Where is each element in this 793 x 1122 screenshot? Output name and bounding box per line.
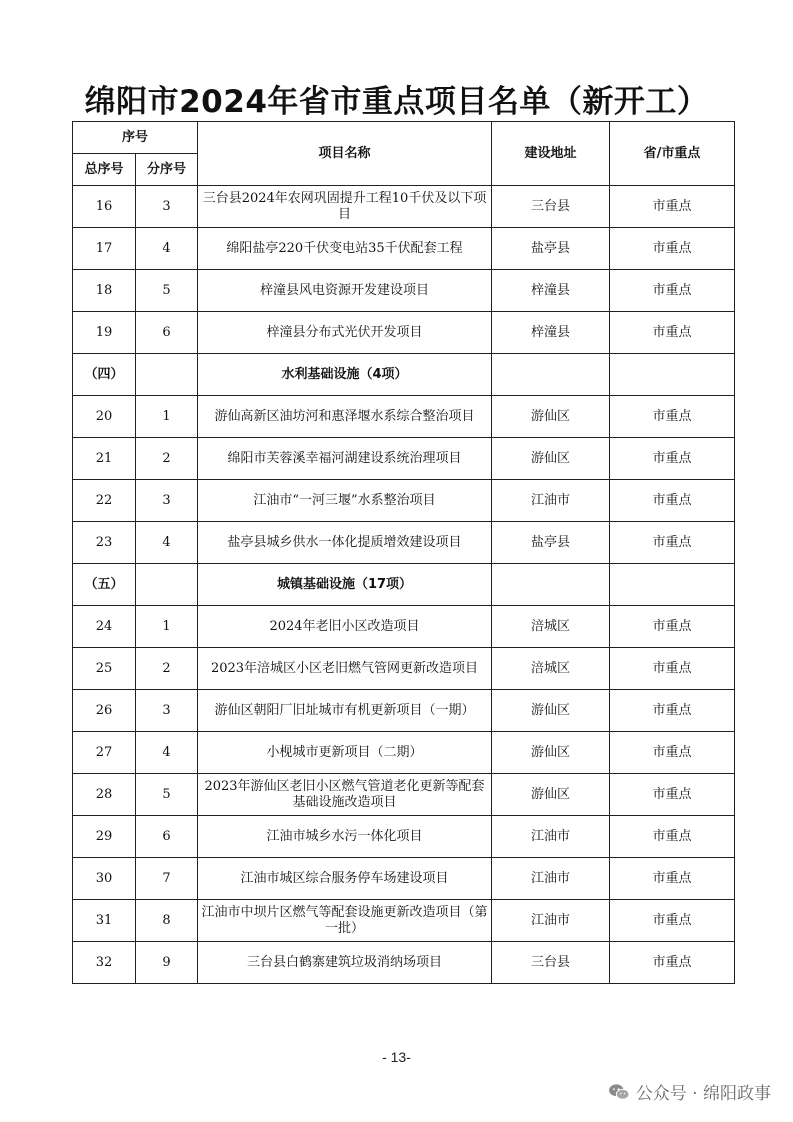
- cell-total-seq: 30: [73, 858, 136, 900]
- cell-sub-seq: 3: [136, 690, 198, 732]
- cell-total-seq: 17: [73, 228, 136, 270]
- cell-location: 三台县: [492, 186, 610, 228]
- cell-project-name: 水利基础设施（4项）: [198, 354, 492, 396]
- cell-sub-seq: 5: [136, 774, 198, 816]
- cell-level: 市重点: [610, 522, 735, 564]
- cell-total-seq: 19: [73, 312, 136, 354]
- cell-level: 市重点: [610, 732, 735, 774]
- cell-level: 市重点: [610, 438, 735, 480]
- cell-sub-seq: 4: [136, 522, 198, 564]
- cell-level: 市重点: [610, 396, 735, 438]
- cell-sub-seq: 1: [136, 396, 198, 438]
- cell-location: 梓潼县: [492, 270, 610, 312]
- table-row: [73, 858, 735, 900]
- cell-location: 涪城区: [492, 648, 610, 690]
- table-row: [73, 270, 735, 312]
- cell-sub-seq: 3: [136, 186, 198, 228]
- section-row: [73, 564, 735, 606]
- document-title: 绵阳市2024年省市重点项目名单（新开工）: [84, 84, 709, 120]
- table-row: [73, 606, 735, 648]
- section-row: [73, 354, 735, 396]
- header-level: 省/市重点: [610, 122, 735, 186]
- table-row: [73, 186, 735, 228]
- cell-project-name: 绵阳盐亭220千伏变电站35千伏配套工程: [198, 228, 492, 270]
- cell-project-name: 江油市“一河三堰”水系整治项目: [198, 480, 492, 522]
- cell-sub-seq: 1: [136, 606, 198, 648]
- cell-total-seq: 26: [73, 690, 136, 732]
- cell-total-seq: 18: [73, 270, 136, 312]
- cell-sub-seq: 8: [136, 900, 198, 942]
- cell-location: 江油市: [492, 858, 610, 900]
- cell-sub-seq: [136, 354, 198, 396]
- cell-sub-seq: [136, 564, 198, 606]
- cell-level: 市重点: [610, 900, 735, 942]
- table-row: [73, 438, 735, 480]
- cell-level: [610, 564, 735, 606]
- cell-sub-seq: 6: [136, 312, 198, 354]
- cell-sub-seq: 4: [136, 732, 198, 774]
- table-row: [73, 228, 735, 270]
- cell-project-name: 盐亭县城乡供水一体化提质增效建设项目: [198, 522, 492, 564]
- table-row: [73, 732, 735, 774]
- table-row: [73, 690, 735, 732]
- cell-sub-seq: 3: [136, 480, 198, 522]
- cell-level: 市重点: [610, 606, 735, 648]
- cell-project-name: 三台县2024年农网巩固提升工程10千伏及以下项目: [198, 186, 492, 228]
- cell-sub-seq: 7: [136, 858, 198, 900]
- cell-project-name: 绵阳市芙蓉溪幸福河湖建设系统治理项目: [198, 438, 492, 480]
- cell-location: 江油市: [492, 900, 610, 942]
- cell-total-seq: 27: [73, 732, 136, 774]
- cell-level: 市重点: [610, 228, 735, 270]
- cell-project-name: 江油市城乡水污一体化项目: [198, 816, 492, 858]
- cell-project-name: 江油市城区综合服务停车场建设项目: [198, 858, 492, 900]
- cell-location: 涪城区: [492, 606, 610, 648]
- cell-location: 梓潼县: [492, 312, 610, 354]
- cell-location: [492, 564, 610, 606]
- cell-total-seq: （五）: [73, 564, 136, 606]
- cell-project-name: 2023年涪城区小区老旧燃气管网更新改造项目: [198, 648, 492, 690]
- cell-total-seq: 29: [73, 816, 136, 858]
- cell-total-seq: 25: [73, 648, 136, 690]
- cell-location: 游仙区: [492, 396, 610, 438]
- table-row: [73, 774, 735, 816]
- cell-location: 江油市: [492, 816, 610, 858]
- cell-level: 市重点: [610, 186, 735, 228]
- cell-level: 市重点: [610, 480, 735, 522]
- cell-level: 市重点: [610, 270, 735, 312]
- cell-total-seq: （四）: [73, 354, 136, 396]
- header-total-seq: 总序号: [73, 154, 136, 186]
- cell-total-seq: 21: [73, 438, 136, 480]
- cell-project-name: 小枧城市更新项目（二期）: [198, 732, 492, 774]
- cell-project-name: 三台县白鹤寨建筑垃圾消纳场项目: [198, 942, 492, 984]
- cell-total-seq: 28: [73, 774, 136, 816]
- cell-location: 盐亭县: [492, 228, 610, 270]
- cell-total-seq: 32: [73, 942, 136, 984]
- cell-location: 江油市: [492, 480, 610, 522]
- watermark: [608, 1079, 771, 1104]
- cell-location: 三台县: [492, 942, 610, 984]
- cell-location: 游仙区: [492, 774, 610, 816]
- cell-project-name: 梓潼县分布式光伏开发项目: [198, 312, 492, 354]
- cell-project-name: 2024年老旧小区改造项目: [198, 606, 492, 648]
- cell-total-seq: 24: [73, 606, 136, 648]
- cell-sub-seq: 6: [136, 816, 198, 858]
- cell-level: 市重点: [610, 942, 735, 984]
- table-row: [73, 480, 735, 522]
- project-table: [72, 121, 735, 984]
- cell-total-seq: 20: [73, 396, 136, 438]
- cell-level: 市重点: [610, 312, 735, 354]
- table-row: [73, 522, 735, 564]
- watermark-text: 公众号 · 绵阳政事: [635, 1084, 771, 1104]
- cell-total-seq: 22: [73, 480, 136, 522]
- cell-location: 盐亭县: [492, 522, 610, 564]
- header-location: 建设地址: [492, 122, 610, 186]
- cell-project-name: 江油市中坝片区燃气等配套设施更新改造项目（第一批）: [198, 900, 492, 942]
- cell-total-seq: 31: [73, 900, 136, 942]
- table-row: [73, 312, 735, 354]
- cell-level: 市重点: [610, 690, 735, 732]
- cell-location: 游仙区: [492, 438, 610, 480]
- table-row: [73, 396, 735, 438]
- page-number: - 13-: [382, 1049, 411, 1065]
- cell-sub-seq: 2: [136, 438, 198, 480]
- header-sub-seq: 分序号: [136, 154, 198, 186]
- cell-level: 市重点: [610, 774, 735, 816]
- cell-level: 市重点: [610, 816, 735, 858]
- cell-total-seq: 16: [73, 186, 136, 228]
- cell-location: [492, 354, 610, 396]
- cell-project-name: 梓潼县风电资源开发建设项目: [198, 270, 492, 312]
- cell-project-name: 游仙区朝阳厂旧址城市有机更新项目（一期）: [198, 690, 492, 732]
- cell-project-name: 城镇基础设施（17项）: [198, 564, 492, 606]
- header-project-name: 项目名称: [198, 122, 492, 186]
- cell-level: [610, 354, 735, 396]
- table-row: [73, 816, 735, 858]
- table-row: [73, 648, 735, 690]
- header-seq-group: 序号: [73, 122, 198, 154]
- table-row: [73, 942, 735, 984]
- cell-sub-seq: 9: [136, 942, 198, 984]
- table-row: [73, 900, 735, 942]
- cell-location: 游仙区: [492, 732, 610, 774]
- cell-sub-seq: 4: [136, 228, 198, 270]
- cell-total-seq: 23: [73, 522, 136, 564]
- cell-location: 游仙区: [492, 690, 610, 732]
- wechat-icon: [608, 1083, 630, 1101]
- cell-sub-seq: 5: [136, 270, 198, 312]
- cell-project-name: 游仙高新区油坊河和惠泽堰水系综合整治项目: [198, 396, 492, 438]
- cell-project-name: 2023年游仙区老旧小区燃气管道老化更新等配套基础设施改造项目: [198, 774, 492, 816]
- cell-sub-seq: 2: [136, 648, 198, 690]
- cell-level: 市重点: [610, 858, 735, 900]
- cell-level: 市重点: [610, 648, 735, 690]
